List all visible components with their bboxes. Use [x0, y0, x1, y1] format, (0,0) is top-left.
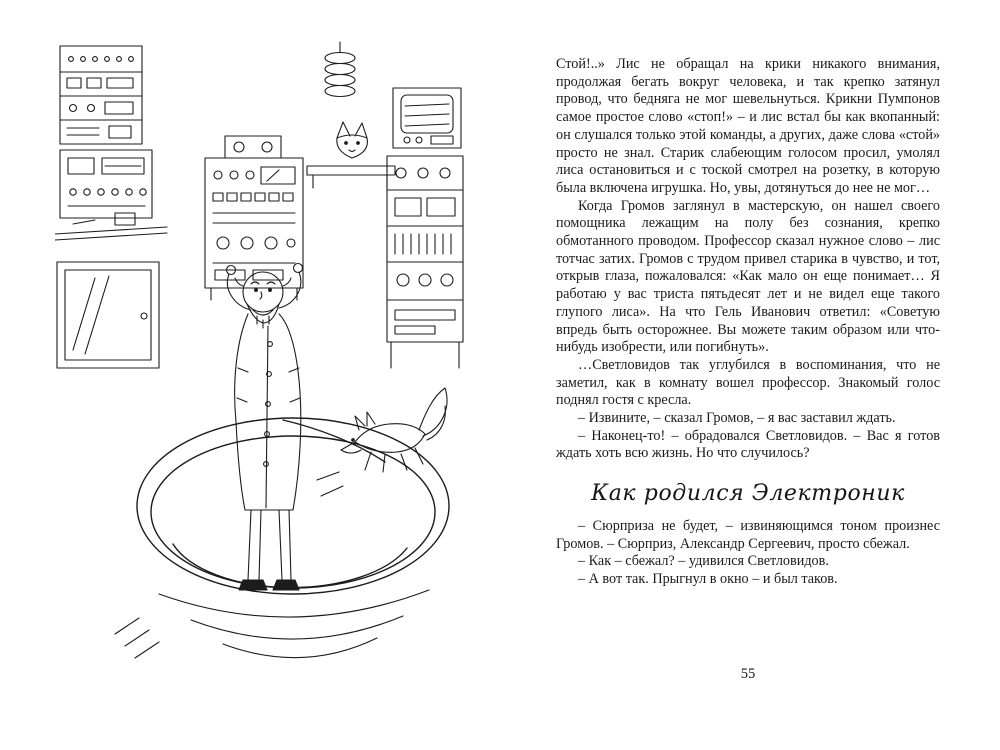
dialogue-line: – Наконец-то! – обрадовался Светловидов. – Вас я готов ждать хоть всю жизнь. Но что случилось?	[556, 427, 940, 462]
illustration-drawing	[55, 38, 465, 686]
old-man-figure	[227, 264, 303, 591]
wire-loop	[137, 418, 449, 594]
dialogue-line: – Как – сбежал? – удивился Светловидов.	[578, 553, 829, 570]
paragraph: …Светловидов так углубился в воспоминания, что не заметил, как в комнату вошел профессор. Знакомый голос поднял гостя с кресла.	[556, 356, 940, 409]
lab-rack-right	[387, 156, 463, 368]
paragraph: – Сюрприза не будет, – извиняющимся тоном произнес Громов. – Сюрприз, Александр Сергеевич, просто сбежал.	[556, 517, 940, 552]
motion-lines	[115, 472, 429, 658]
dialogue-line: – Извините, – сказал Громов, – я вас заставил ждать.	[578, 410, 896, 427]
page-number: 55	[740, 666, 756, 682]
lab-machine-center	[205, 42, 395, 300]
lab-monitor-right	[393, 88, 461, 148]
left-page	[55, 38, 465, 688]
dialogue-line: – А вот так. Прыгнул в окно – и был таков.	[578, 570, 838, 587]
running-fox	[341, 388, 447, 472]
illustration	[55, 38, 465, 686]
paragraph: Когда Громов заглянул в мастерскую, он нашел своего помощника лежащим на полу без сознания, крепко обмотанного проводом. Профессор сказал нужное слово – лис тотчас затих. Громов с трудом привел старика в чувство, и тот, открыв глаза, пожаловался: «Как мало он еще понимает… Я работаю у вас триста пятьдесят лет и не видел еще такого глупого лиса». На что Гель Иванович ответил: «Советую впредь быть осторожнее. Вы можете таким образом или что-нибудь изобрести, или погибнуть».	[556, 197, 940, 356]
lab-shelves-left	[55, 46, 167, 368]
paragraph: Стой!..» Лис не обращал на крики никакого внимания, продолжая бегать вокруг человека, и так крепко затянул провод, что бедняга не мог шевельнуться. Крикни Пумпонов самое простое слово «стоп!» – и лис встал бы как вкопанный: он слушался только этой команды, а других, даже слова «стой» просто не знал. Старик слабеющим голосом просил, умолял лиса остановиться и с тоской смотрел на розетку, в которую была включена игрушка. Но, увы, дотянуться до нее не мог…	[556, 56, 940, 196]
right-page	[556, 56, 940, 589]
chapter-heading: Как родился Электроник	[591, 481, 905, 507]
fox-on-shelf	[337, 122, 368, 158]
